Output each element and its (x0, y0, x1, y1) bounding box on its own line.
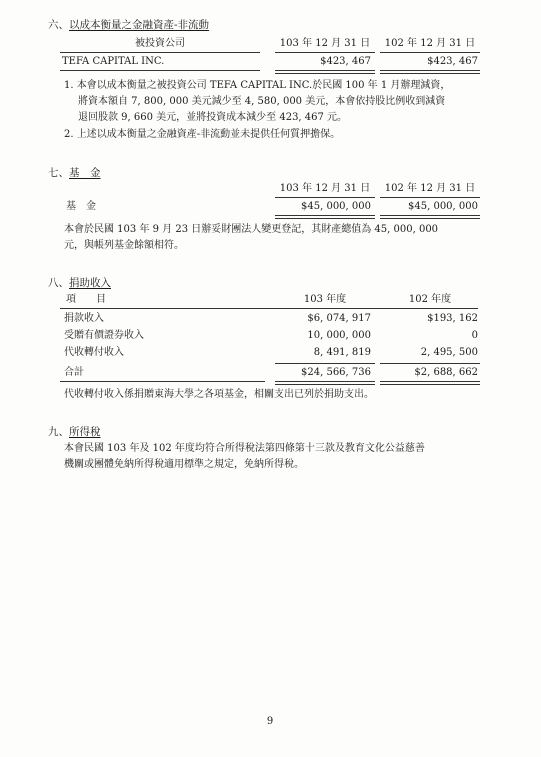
section-6-number: 六、 (48, 19, 69, 31)
header-underline (275, 52, 375, 53)
section-9-title: 所得稅 (69, 426, 101, 438)
total-2014: $24, 566, 736 (301, 367, 371, 378)
header-underline (60, 308, 478, 309)
investee-name: TEFA CAPITAL INC. (62, 56, 165, 67)
section-9-number: 九、 (48, 426, 69, 438)
col-2013-header: 102 年 12 月 31 日 (384, 183, 476, 194)
section-9-heading (48, 425, 101, 439)
donation-row-2014: $6, 074, 917 (307, 313, 371, 324)
donation-row-2013: 0 (471, 330, 478, 341)
double-underline (275, 381, 375, 385)
section-8-number: 八、 (48, 277, 69, 289)
donation-row-2014: 10, 000, 000 (307, 330, 371, 341)
header-underline (275, 197, 375, 198)
col-item-header: 項 目 (66, 294, 106, 305)
row-underline (60, 70, 260, 71)
donation-row-2014: 8, 491, 819 (313, 347, 371, 358)
donation-row-label: 捐款收入 (64, 313, 104, 324)
fund-value-2013: $45, 000, 000 (408, 201, 478, 212)
note-1-line-3: 退回股款 9, 660 美元，並將投資成本減少至 423, 467 元。 (78, 112, 348, 123)
value-2014: $423, 467 (320, 56, 371, 67)
section-7-number: 七、 (48, 167, 69, 179)
col-2013-header: 102 年 12 月 31 日 (384, 38, 476, 49)
header-underline (380, 197, 480, 198)
tax-note-line-2: 機關或團體免納所得稅適用標準之規定，免納所得稅。 (64, 459, 304, 470)
header-underline (380, 52, 480, 53)
donation-row-2013: $193, 162 (427, 313, 478, 324)
col-2014-header: 103 年 12 月 31 日 (279, 183, 371, 194)
col-2014-header: 103 年度 (303, 294, 347, 305)
section-7-heading (48, 166, 101, 180)
section-6-heading (48, 18, 209, 32)
total-2013: $2, 688, 662 (414, 367, 478, 378)
total-label: 合計 (64, 367, 84, 378)
tax-note-line-1: 本會民國 103 年及 102 年度均符合所得稅法第四條第十三款及教育文化公益慈善 (64, 443, 425, 454)
subtotal-line (275, 363, 375, 364)
section-6-title: 以成本衡量之金融資產-非流動 (69, 19, 210, 31)
fund-note-line-2: 元，與帳列基金餘額相符。 (64, 240, 184, 251)
donation-row-label: 受贈有價證券收入 (64, 330, 144, 341)
double-underline (380, 70, 480, 74)
double-underline (380, 381, 480, 385)
fund-value-2014: $45, 000, 000 (301, 201, 371, 212)
value-2013: $423, 467 (427, 56, 478, 67)
section-8-title: 捐助收入 (69, 277, 111, 289)
subtotal-line (380, 363, 480, 364)
note-1-line-2: 將資本額自 7, 800, 000 美元減少至 4, 580, 000 美元，本會依持股比例收到減資 (78, 96, 446, 107)
col-investee-header: 被投資公司 (135, 38, 185, 49)
section-8-heading (48, 276, 111, 290)
section-7-title: 基 金 (69, 167, 101, 179)
donation-row-2013: 2, 495, 500 (420, 347, 478, 358)
double-underline (275, 215, 375, 219)
donation-row-label: 代收轉付收入 (64, 347, 124, 358)
double-underline (380, 215, 480, 219)
col-2014-header: 103 年 12 月 31 日 (279, 38, 371, 49)
page-number: 9 (266, 716, 274, 727)
fund-note-line-1: 本會於民國 103 年 9 月 23 日辦妥財團法人變更登記，其財產總值為 45, 000, 000 (64, 224, 439, 235)
double-underline (275, 70, 375, 74)
note-1-line-1: 1. 本會以成本衡量之被投資公司 TEFA CAPITAL INC.於民國 100 年 1 月辦理減資， (64, 80, 451, 91)
note-2: 2. 上述以成本衡量之金融資產-非流動並未提供任何質押擔保。 (64, 129, 341, 140)
header-underline (60, 52, 260, 53)
donation-note: 代收轉付收入係捐贈東海大學之各項基金，相關支出已列於捐助支出。 (64, 389, 374, 400)
col-2013-header: 102 年度 (408, 294, 452, 305)
fund-label: 基 金 (66, 201, 96, 212)
total-underline (60, 381, 265, 382)
